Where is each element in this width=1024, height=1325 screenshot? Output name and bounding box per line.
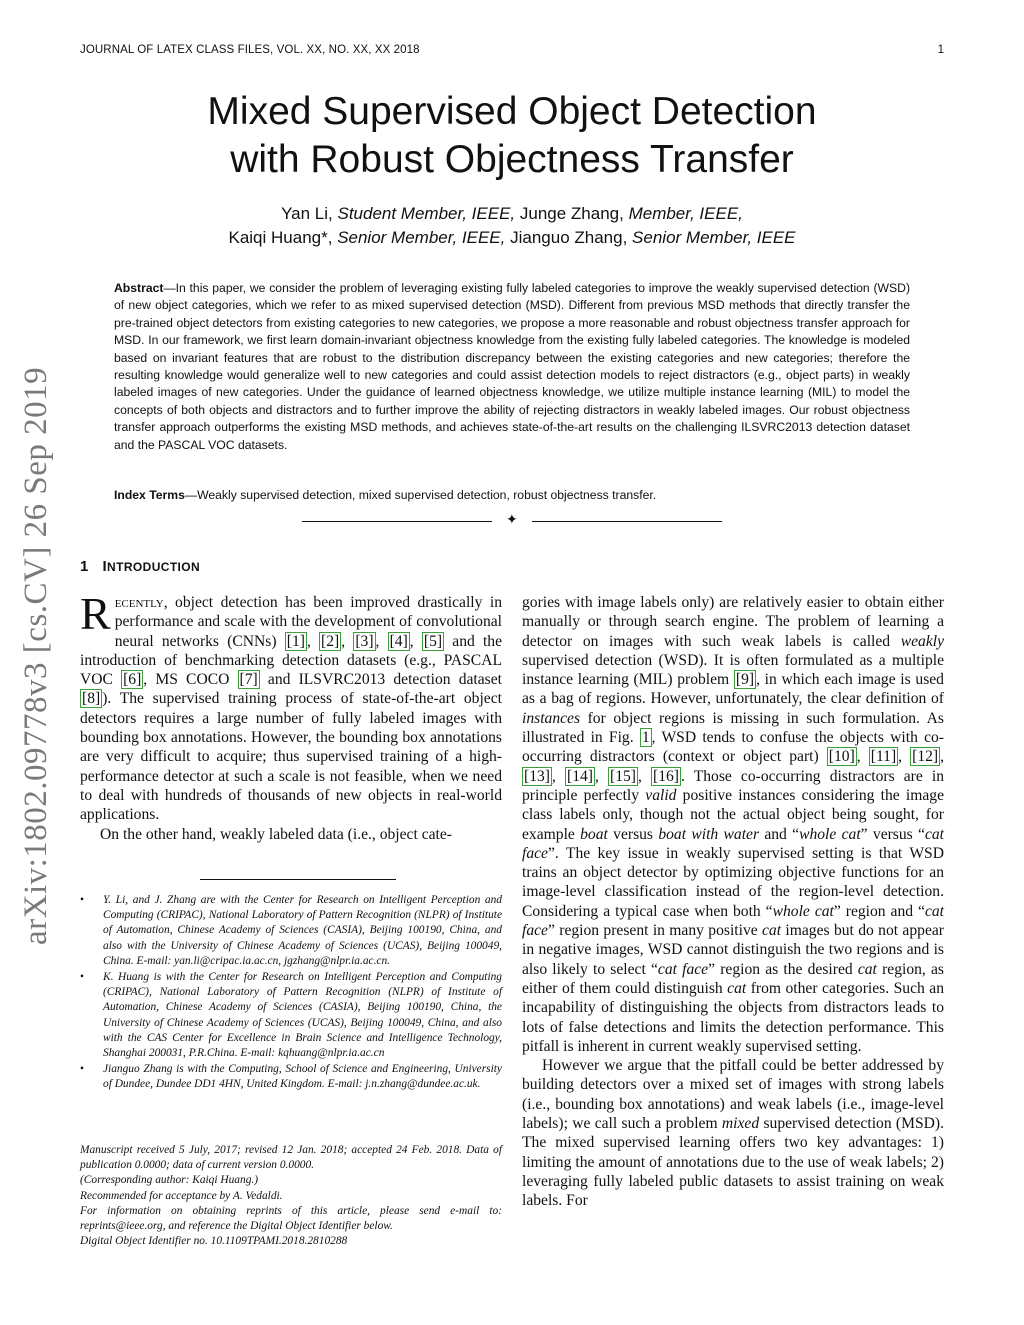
- citation-link[interactable]: [14]: [567, 767, 593, 785]
- right-column: [522, 593, 944, 1211]
- emphasis: boat: [580, 825, 608, 843]
- author-list: [0, 202, 1024, 250]
- index-terms-label: Index Terms: [114, 488, 185, 502]
- bullet-icon: •: [80, 971, 84, 984]
- page-number: 1: [937, 44, 944, 56]
- text-run: gories with image labels only) are relatively easier to obtain either manually or through search engine. The problem of learning a detector on images with such weak labels is called: [522, 594, 944, 650]
- citation-link[interactable]: [15]: [610, 767, 636, 785]
- emphasis: cat face: [522, 902, 945, 940]
- recommended-by: Recommended for acceptance by A. Vedaldi.: [80, 1189, 283, 1202]
- citation-link[interactable]: [12]: [912, 748, 939, 766]
- manuscript-info: [80, 1143, 502, 1249]
- text-run: supervised detection (WSD). It is often formulated as a multiple instance learning (MIL) problem: [522, 651, 944, 689]
- footnote-text: Jianguo Zhang is with the Computing, School of Science and Engineering, University of Dundee, Dundee DD1 4HN, United Kingdom. E-mail: j.n.zhang@dundee.ac.uk.: [103, 1063, 502, 1091]
- text-run: versus: [607, 825, 659, 843]
- citation-link[interactable]: [11]: [870, 748, 897, 766]
- footnote-item: [80, 970, 502, 1061]
- footnote-rule: [200, 879, 396, 880]
- smallcaps-word: ecently: [114, 594, 164, 611]
- emphasis: boat with water: [658, 825, 760, 843]
- citation-link[interactable]: [8]: [82, 690, 101, 708]
- citation-link[interactable]: [10]: [828, 748, 855, 766]
- emphasis: cat: [727, 979, 747, 997]
- section-title-initial: I: [102, 558, 108, 575]
- text-run: ”. The key issue in weakly supervised setting is that WSD trains an object detector by optimizing objective functions for an image-level classification instead of the region-level detection. Considering a typical case when both “: [522, 844, 944, 920]
- authors-line-1: [0, 202, 1024, 226]
- citation-link[interactable]: [2]: [321, 632, 340, 650]
- title-line-1: Mixed Supervised Object Detection: [207, 90, 817, 133]
- manuscript-dates: Manuscript received 5 July, 2017; revised 12 Jan. 2018; accepted 24 Feb. 2018. Data of publication 0.0000; data of current version 0.0000.: [80, 1144, 502, 1172]
- abstract-text: —In this paper, we consider the problem of leveraging existing fully labeled categories to improve the weakly supervised detection (WSD) of new object categories, which we refer to as mixed supervised detection (MSD). Different from previous MSD methods that directly transfer the pre-trained object detectors from existing categories to new categories, we propose a more reasonable and robust objectness transfer approach for MSD. In our framework, we first learn domain-invariant objectness knowledge from the existing fully labeled categories. The knowledge is modeled based on invariant features that are robust to the distribution discrepancy between the existing categories and new categories; therefore the resulting knowledge would generalize well to new categories and could assist detection models to reject distractors (e.g., object parts) in weakly labeled images of new categories. Under the guidance of learned objectness knowledge, we utilize multiple instance learning (MIL) to model the concepts of both objects and distractors and to further improve the ability of rejecting distractors in weakly labeled images. Our robust objectness transfer approach outperforms the existing MSD methods, and achieves state-of-the-art results on the challenging ILSVRC2013 detection dataset and the PASCAL VOC datasets.: [114, 281, 910, 452]
- text-run: However we argue that the pitfall could be better addressed by building detectors over a mixed set of images with strong labels (i.e., bounding box annotations) and weak labels (i.e., image-level labels); we call such a problem: [522, 1057, 944, 1133]
- affiliation-footnotes: [80, 893, 502, 1094]
- emphasis: cat: [762, 922, 782, 940]
- text-run: ” region as the desired: [708, 960, 858, 978]
- author-name: Yan Li,: [281, 204, 333, 223]
- left-column: [80, 588, 503, 844]
- emphasis: whole cat: [799, 825, 861, 843]
- text-run: ” region and “: [833, 902, 925, 920]
- authors-line-2: [0, 226, 1024, 250]
- citation-link[interactable]: [16]: [653, 767, 679, 785]
- intro-paragraph-4: [522, 1056, 944, 1210]
- text-run: and the introduction of benchmarking detection datasets (e.g., PASCAL VOC: [80, 632, 503, 689]
- text-run: and ILSVRC2013 detection dataset: [259, 671, 502, 689]
- citation-link[interactable]: [4]: [389, 632, 408, 650]
- author-role: Student Member, IEEE,: [337, 204, 516, 223]
- corresponding-author: (Corresponding author: Kaiqi Huang.): [80, 1174, 259, 1187]
- arxiv-stamp: arXiv:1802.09778v3 [cs.CV] 26 Sep 2019: [18, 366, 54, 945]
- citation-link[interactable]: [6]: [123, 671, 142, 689]
- text-run: , MS COCO: [143, 671, 238, 689]
- divider-line-left: [302, 521, 492, 522]
- index-terms-text: —Weakly supervised detection, mixed supervised detection, robust objectness transfer.: [184, 488, 657, 502]
- author-name: Jianguo Zhang,: [510, 228, 628, 247]
- citation-link[interactable]: [1]: [286, 632, 305, 650]
- divider-diamond-icon: ✦: [506, 513, 518, 528]
- intro-paragraph-1: Recently, object detection has been improved drastically in performance and scale with the development of convolutional neural networks (CNNs) [1] , [2] , [3] , [4] , [5] and the introduction of benchmarking detection datasets (e.g., PASCAL VOC [6] , MS COCO [7] and ILSVRC2013 detection dataset [8] ). The supervised training process of state-of-the-art object detectors requires a large number of fully labeled images with bounding box annotations. However, the bounding box annotations are very difficult to acquire; thus supervised training of a high-performance detector at such a scale is not feasible, when we need to deal with hundreds of thousands of new objects in real-world applications.: [80, 588, 503, 824]
- text-run: images but do not appear in negative images, WSD cannot distinguish the two regions and is also likely to select “: [522, 922, 944, 978]
- text-run: region, as either of them could distinguish: [522, 960, 944, 997]
- reprints-info: For information on obtaining reprints of this article, please send e-mail to: reprints@ieee.org, and reference the Digital Object Identifier below.: [80, 1204, 502, 1233]
- emphasis: cat face: [522, 825, 945, 862]
- text-run: , in which each image is used as a bag of regions. However, unfortunately, the clear definition of: [522, 671, 944, 708]
- divider-line-right: [532, 521, 722, 522]
- citation-link[interactable]: [9]: [735, 671, 755, 689]
- citation-link[interactable]: [13]: [524, 767, 550, 785]
- section-heading: [80, 558, 200, 575]
- bullet-icon: •: [80, 894, 84, 906]
- text-run: , WSD tends to confuse the objects with co-occurring distractors (context or object part): [522, 729, 944, 766]
- section-divider: [302, 514, 722, 530]
- text-run: ” versus “: [860, 825, 925, 843]
- paper-title: [0, 88, 1024, 184]
- text-run: supervised detection (MSD). The mixed supervised learning offers two key advantages: 1) limiting the amount of annotations due to the use of weak labels; 2) leveraging fully labeled public datasets to assist training on weak labels. For: [522, 1115, 945, 1210]
- section-number: 1: [80, 558, 89, 575]
- text-run: ” region present in many positive: [547, 922, 763, 940]
- text-run: for object regions is missing in such formulation. As illustrated in Fig.: [522, 709, 944, 747]
- emphasis: weakly: [900, 632, 944, 650]
- author-role: Senior Member, IEEE,: [337, 228, 506, 247]
- emphasis: instances: [522, 709, 581, 727]
- emphasis: cat: [857, 960, 877, 978]
- emphasis: whole cat: [772, 902, 834, 920]
- figure-link[interactable]: 1: [641, 729, 650, 747]
- footnote-text: K. Huang is with the Center for Research on Intelligent Perception and Computing (CRIPAC), National Laboratory of Pattern Recognition (NLPR) of Institute of Automation, Chinese Academy of Sciences (CASIA), Beijing 100190, China, the University of Chinese Academy of Sciences (UCAS), Beijing 100049, China, and also with the CAS Center for Excellence in Brain Science and Intelligence Technology, Shanghai 200031, P.R.China. E-mail: kqhuang@nlpr.ia.ac.cn: [103, 971, 502, 1060]
- author-name: Kaiqi Huang*,: [228, 228, 333, 247]
- intro-paragraph-2: On the other hand, weakly labeled data (i.e., object cate-: [100, 825, 453, 843]
- doi: Digital Object Identifier no. 10.1109TPAMI.2018.2810288: [80, 1235, 348, 1248]
- section-title-rest: NTRODUCTION: [107, 560, 201, 574]
- text-run: from other categories. Such an incapability of distinguishing the objects from distractors leads to lots of false detections and limits the detection performance. This pitfall is inherent in current weakly supervised setting.: [522, 979, 944, 1055]
- title-line-2: with Robust Objectness Transfer: [230, 138, 794, 181]
- citation-link[interactable]: [3]: [355, 632, 374, 650]
- footnote-text: Y. Li, and J. Zhang are with the Center for Research on Intelligent Perception and Computing (CRIPAC), National Laboratory of Pattern Recognition (NLPR) of Institute of Automation, Chinese Academy of Sciences (CASIA), Beijing 100190, China, and also with the University of Chinese Academy of Sciences (UCAS), Beijing 100049, China. E-mail: yan.li@cripac.ia.ac.cn, jgzhang@nlpr.ia.ac.cn.: [103, 894, 502, 967]
- footnote-item: [80, 1062, 502, 1092]
- text-run: . Those co-occurring distractors are in principle perfectly: [522, 767, 945, 804]
- author-role: Member, IEEE,: [628, 204, 743, 223]
- author-role: Senior Member, IEEE: [632, 228, 796, 247]
- intro-paragraph-3: gories with image labels only) are relatively easier to obtain either manually or through search engine. The problem of learning a detector on images with such weak labels is called weakly supervised detection (WSD). It is often formulated as a multiple instance learning (MIL) problem [9] , in which each image is used as a bag of regions. However, unfortunately, the clear definition of instances for object regions is missing in such formulation. As illustrated in Fig. 1 , WSD tends to confuse the objects with co-occurring distractors (context or object part) [10] , [11] , [12] , [13] , [14] , [15] , [16] . Those co-occurring distractors are in principle perfectly valid positive instances considering the image class labels only, though not the actual object being sought, for example boat versus boat with water and “whole cat” versus “cat face”. The key issue in weakly supervised setting is that WSD trains an object detector by optimizing objective functions for an image-level classification instead of the region-level detection. Considering a typical case when both “whole cat” region and “cat face” region present in many positive cat images but do not appear in negative images, WSD cannot distinguish the two regions and is also likely to select “cat face” region as the desired cat region, as either of them could distinguish cat from other categories. Such an incapability of distinguishing the objects from distractors leads to lots of false detections and limits the detection performance. This pitfall is inherent in current weakly supervised setting.: [522, 594, 945, 1055]
- text-run: and “: [759, 825, 800, 843]
- text-run: , object detection has been improved drastically in performance and scale with the development of convolutional neural networks (CNNs): [114, 594, 502, 650]
- running-header: JOURNAL OF LATEX CLASS FILES, VOL. XX, NO. XX, XX 2018: [80, 44, 420, 56]
- abstract: [114, 280, 910, 454]
- text-run: positive instances considering the image class labels only, though not the actual object being sought, for example: [522, 786, 944, 843]
- abstract-label: Abstract: [114, 281, 164, 295]
- emphasis: cat face: [657, 960, 709, 978]
- footnote-item: [80, 893, 502, 969]
- bullet-icon: •: [80, 1063, 84, 1076]
- text-run: ). The supervised training process of state-of-the-art object detectors requires a large number of fully labeled images with bounding box annotations. However, the bounding box annotations are very difficult to acquire; thus supervised training of a high-performance detector at such a scale is not feasible, when we need to deal with hundreds of thousands of new objects in real-world applications.: [80, 690, 502, 824]
- emphasis: valid: [645, 786, 677, 804]
- citation-link[interactable]: [5]: [423, 632, 443, 650]
- drop-cap: R: [80, 588, 111, 639]
- emphasis: mixed: [721, 1115, 760, 1133]
- citation-link[interactable]: [7]: [239, 671, 258, 689]
- author-name: Junge Zhang,: [519, 204, 624, 223]
- index-terms: [114, 487, 910, 504]
